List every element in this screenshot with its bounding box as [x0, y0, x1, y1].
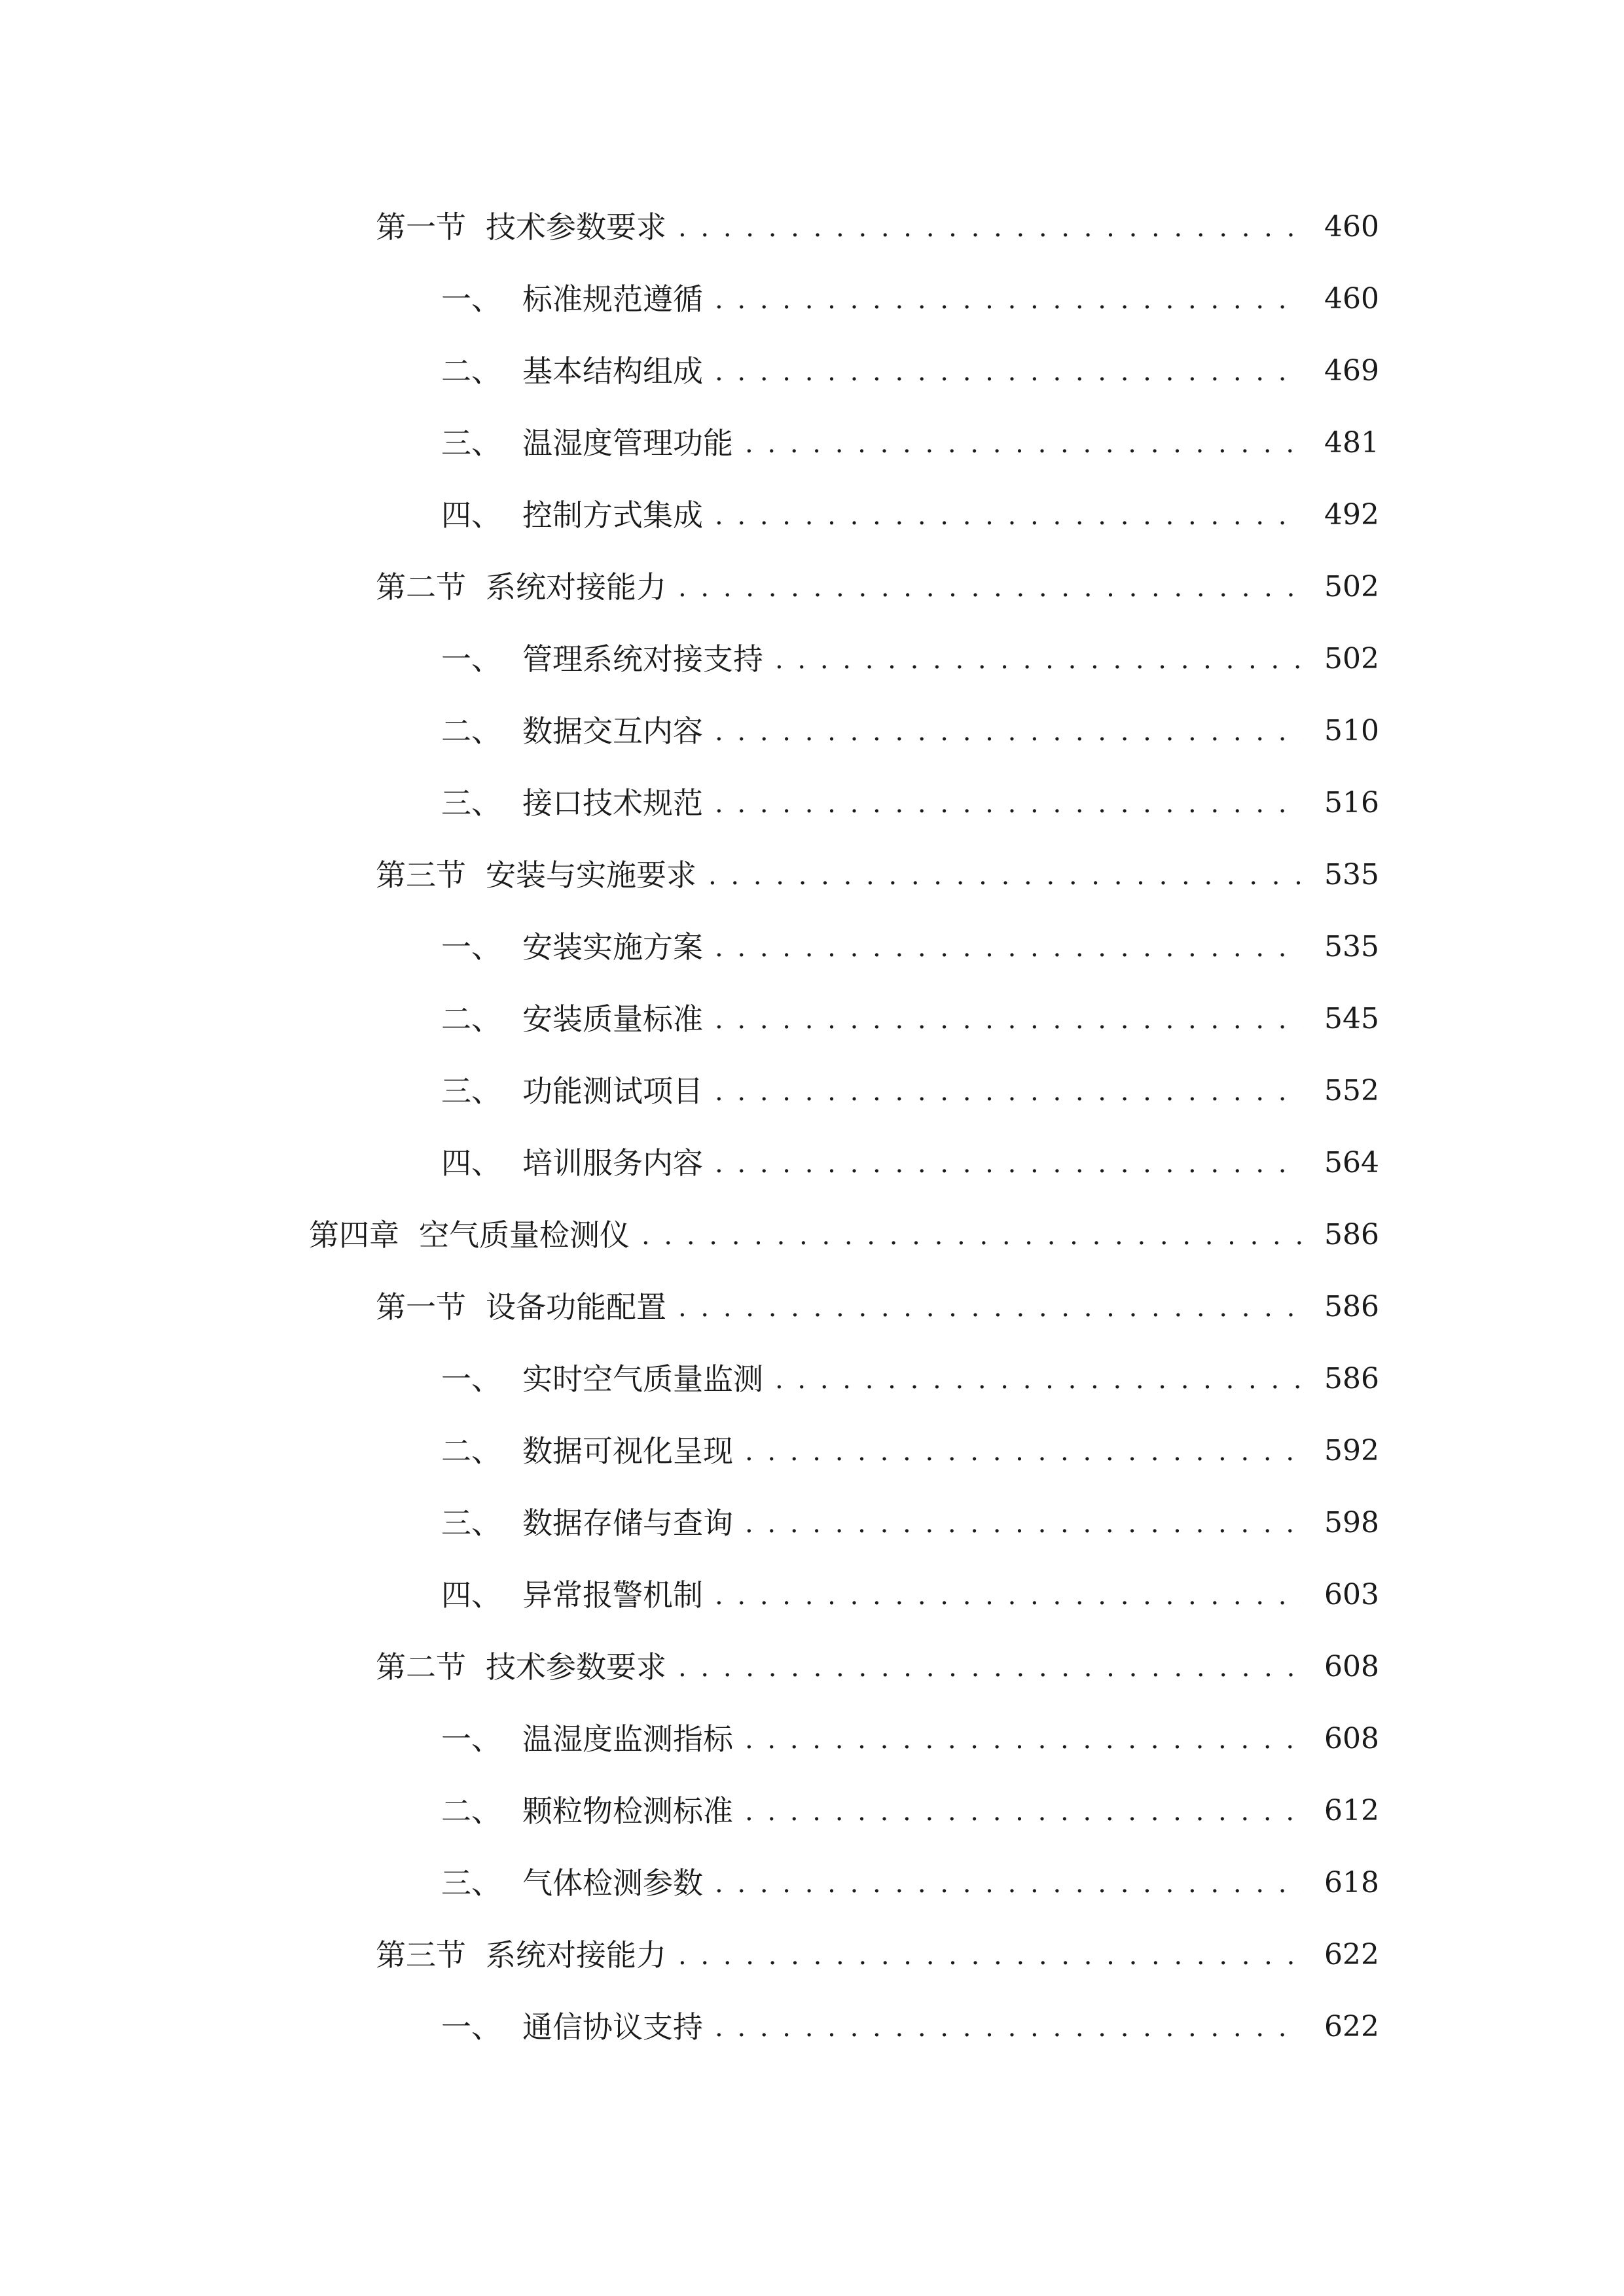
- toc-entry-number: 第二节: [376, 1649, 466, 1685]
- toc-entry-number: 三、: [441, 1073, 501, 1109]
- dot-leader: [678, 212, 1303, 242]
- toc-entry-number: 三、: [441, 1505, 501, 1541]
- toc-entry-number: 三、: [441, 425, 501, 461]
- toc-entry-page-number: 535: [1324, 930, 1379, 963]
- toc-entry-page-number: 502: [1324, 570, 1379, 603]
- toc-entry-page-number: 516: [1324, 786, 1379, 819]
- toc-entry-number: 三、: [441, 1865, 501, 1901]
- toc-entry[interactable]: [0, 1127, 1624, 1199]
- dot-leader: [678, 572, 1303, 602]
- dot-leader: [678, 1652, 1303, 1682]
- toc-entry-page-number: 598: [1324, 1506, 1379, 1539]
- toc-entry-number: 第一节: [376, 1289, 466, 1325]
- toc-entry[interactable]: [0, 1415, 1624, 1487]
- toc-entry[interactable]: [0, 263, 1624, 335]
- toc-entry-number: 三、: [441, 785, 501, 821]
- dot-leader: [678, 1292, 1303, 1322]
- toc-entry[interactable]: [0, 1343, 1624, 1415]
- toc-entry-number: 一、: [441, 1361, 501, 1397]
- toc-entry-title: 异常报警机制: [522, 1577, 703, 1613]
- toc-entry-page-number: 481: [1324, 426, 1379, 459]
- toc-entry[interactable]: [0, 1631, 1624, 1703]
- dot-leader: [745, 1436, 1303, 1466]
- toc-entry[interactable]: [0, 1847, 1624, 1919]
- toc-entry-number: 一、: [441, 929, 501, 965]
- toc-entry-title: 功能测试项目: [522, 1073, 703, 1109]
- toc-entry-page-number: 564: [1324, 1146, 1379, 1179]
- toc-entry-page-number: 618: [1324, 1866, 1379, 1899]
- toc-entry-title: 数据交互内容: [522, 713, 703, 749]
- dot-leader: [678, 1940, 1303, 1970]
- toc-entry-title: 培训服务内容: [522, 1145, 703, 1181]
- dot-leader: [715, 1868, 1303, 1898]
- dot-leader: [715, 1148, 1303, 1178]
- toc-entry-number: 二、: [441, 353, 501, 389]
- toc-entry-number: 二、: [441, 1793, 501, 1829]
- toc-entry-page-number: 545: [1324, 1002, 1379, 1035]
- toc-entry-title: 实时空气质量监测: [522, 1361, 763, 1397]
- toc-entry-title: 温湿度监测指标: [522, 1721, 733, 1757]
- dot-leader: [775, 644, 1303, 674]
- toc-entry-number: 一、: [441, 2009, 501, 2045]
- toc-entry[interactable]: [0, 191, 1624, 263]
- toc-entry-number: 四、: [441, 497, 501, 533]
- toc-entry[interactable]: [0, 911, 1624, 983]
- dot-leader: [715, 716, 1303, 746]
- toc-entry-page-number: 460: [1324, 282, 1379, 315]
- dot-leader: [641, 1220, 1303, 1250]
- dot-leader: [708, 860, 1303, 890]
- dot-leader: [715, 356, 1303, 386]
- toc-entry[interactable]: [0, 1271, 1624, 1343]
- toc-entry-title: 管理系统对接支持: [522, 641, 763, 677]
- toc-entry-page-number: 586: [1324, 1290, 1379, 1323]
- toc-entry-title: 基本结构组成: [522, 353, 703, 389]
- toc-entry[interactable]: [0, 407, 1624, 479]
- toc-entry-number: 二、: [441, 1001, 501, 1037]
- toc-entry-page-number: 586: [1324, 1362, 1379, 1395]
- toc-entry-page-number: 502: [1324, 642, 1379, 675]
- dot-leader: [715, 500, 1303, 530]
- toc-entry-page-number: 608: [1324, 1650, 1379, 1683]
- dot-leader: [775, 1364, 1303, 1394]
- dot-leader: [715, 1004, 1303, 1034]
- dot-leader: [715, 284, 1303, 314]
- table-of-contents: [0, 191, 1624, 2063]
- toc-entry-title: 安装实施方案: [522, 929, 703, 965]
- toc-entry-number: 第四章: [309, 1217, 399, 1253]
- toc-entry[interactable]: [0, 479, 1624, 551]
- toc-entry-title: 技术参数要求: [486, 209, 666, 245]
- toc-entry-number: 第三节: [376, 857, 466, 893]
- toc-entry-title: 空气质量检测仪: [419, 1217, 630, 1253]
- toc-entry-number: 四、: [441, 1145, 501, 1181]
- toc-entry-number: 第三节: [376, 1937, 466, 1973]
- toc-entry[interactable]: [0, 839, 1624, 911]
- toc-entry[interactable]: [0, 1559, 1624, 1631]
- dot-leader: [715, 1076, 1303, 1106]
- toc-entry[interactable]: [0, 1199, 1624, 1271]
- dot-leader: [715, 1580, 1303, 1610]
- toc-entry[interactable]: [0, 695, 1624, 767]
- toc-entry[interactable]: [0, 335, 1624, 407]
- dot-leader: [745, 428, 1303, 458]
- dot-leader: [715, 2012, 1303, 2042]
- toc-entry[interactable]: [0, 551, 1624, 623]
- toc-entry-title: 设备功能配置: [486, 1289, 666, 1325]
- toc-entry-title: 标准规范遵循: [522, 281, 703, 317]
- toc-entry-page-number: 612: [1324, 1794, 1379, 1827]
- toc-entry-title: 气体检测参数: [522, 1865, 703, 1901]
- toc-entry-number: 二、: [441, 1433, 501, 1469]
- toc-entry-title: 颗粒物检测标准: [522, 1793, 733, 1829]
- toc-entry[interactable]: [0, 767, 1624, 839]
- toc-entry[interactable]: [0, 1919, 1624, 1991]
- toc-entry[interactable]: [0, 1487, 1624, 1559]
- toc-entry-page-number: 622: [1324, 1938, 1379, 1971]
- toc-entry-number: 一、: [441, 281, 501, 317]
- toc-entry-number: 二、: [441, 713, 501, 749]
- toc-entry-title: 系统对接能力: [486, 1937, 666, 1973]
- toc-entry-page-number: 603: [1324, 1578, 1379, 1611]
- toc-entry-page-number: 510: [1324, 714, 1379, 747]
- toc-entry-number: 一、: [441, 1721, 501, 1757]
- toc-entry[interactable]: [0, 1055, 1624, 1127]
- toc-entry-number: 第一节: [376, 209, 466, 245]
- toc-entry-title: 控制方式集成: [522, 497, 703, 533]
- dot-leader: [715, 932, 1303, 962]
- toc-entry-number: 四、: [441, 1577, 501, 1613]
- toc-entry-page-number: 552: [1324, 1074, 1379, 1107]
- dot-leader: [745, 1508, 1303, 1538]
- dot-leader: [715, 788, 1303, 818]
- toc-entry[interactable]: [0, 1991, 1624, 2063]
- toc-entry-page-number: 586: [1324, 1218, 1379, 1251]
- dot-leader: [745, 1724, 1303, 1754]
- toc-entry-title: 通信协议支持: [522, 2009, 703, 2045]
- toc-entry-title: 安装质量标准: [522, 1001, 703, 1037]
- toc-entry-page-number: 592: [1324, 1434, 1379, 1467]
- toc-entry[interactable]: [0, 1703, 1624, 1775]
- toc-entry-page-number: 622: [1324, 2010, 1379, 2043]
- toc-entry-page-number: 492: [1324, 498, 1379, 531]
- toc-entry[interactable]: [0, 623, 1624, 695]
- toc-entry-page-number: 469: [1324, 354, 1379, 387]
- toc-entry[interactable]: [0, 983, 1624, 1055]
- toc-entry[interactable]: [0, 1775, 1624, 1847]
- dot-leader: [745, 1796, 1303, 1826]
- toc-entry-title: 温湿度管理功能: [522, 425, 733, 461]
- toc-entry-title: 技术参数要求: [486, 1649, 666, 1685]
- toc-entry-number: 第二节: [376, 569, 466, 605]
- toc-entry-page-number: 608: [1324, 1722, 1379, 1755]
- toc-entry-page-number: 460: [1324, 210, 1379, 243]
- toc-entry-title: 系统对接能力: [486, 569, 666, 605]
- toc-entry-title: 数据存储与查询: [522, 1505, 733, 1541]
- toc-entry-title: 数据可视化呈现: [522, 1433, 733, 1469]
- toc-entry-title: 接口技术规范: [522, 785, 703, 821]
- toc-entry-number: 一、: [441, 641, 501, 677]
- toc-entry-page-number: 535: [1324, 858, 1379, 891]
- toc-entry-title: 安装与实施要求: [486, 857, 696, 893]
